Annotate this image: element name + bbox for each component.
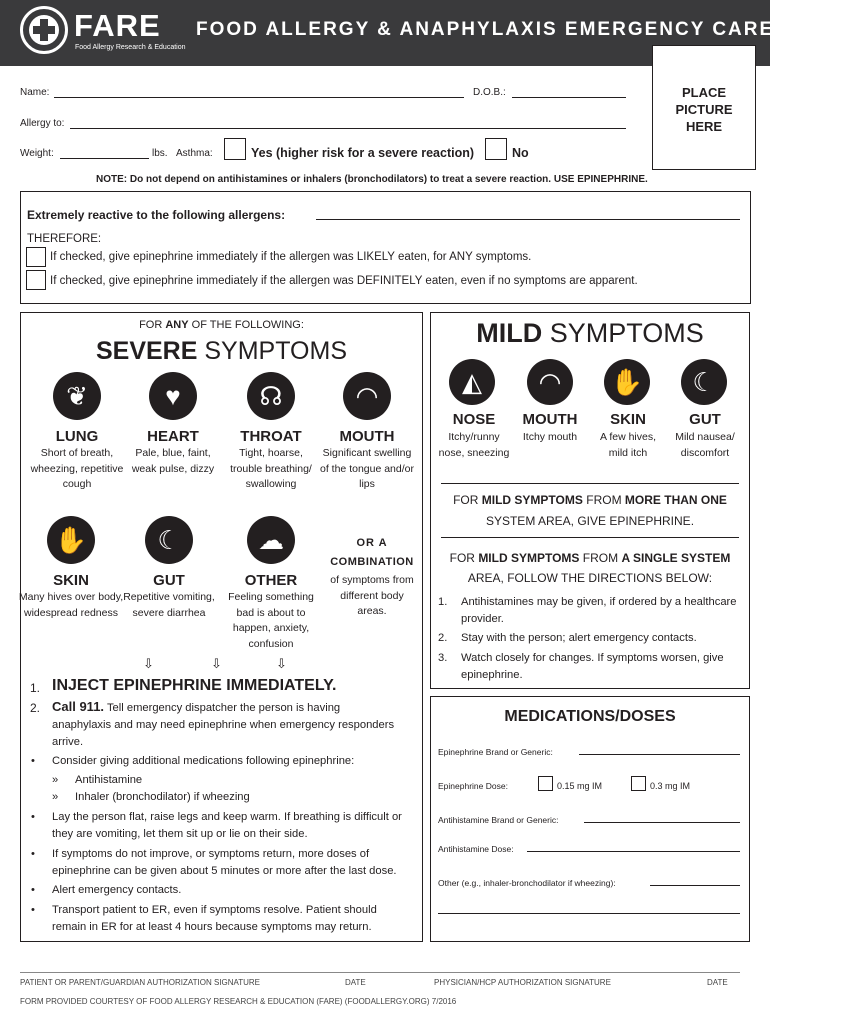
therefore-label: THEREFORE:: [27, 233, 102, 245]
throat-icon: ☊: [247, 372, 295, 420]
dir-1-number: 1.: [438, 596, 448, 608]
severe-skin-desc: Many hives over body, widespread redness: [18, 591, 124, 619]
patient-signature-label: PATIENT OR PARENT/GUARDIAN AUTHORIZATION SIGNATURE: [20, 978, 261, 987]
name-label: Name:: [20, 87, 50, 98]
name-field[interactable]: [54, 97, 464, 98]
severe-gut-name: GUT: [153, 572, 185, 589]
mouth-icon: ◠: [527, 359, 573, 405]
asthma-yes-label: Yes (higher risk for a severe reaction): [251, 146, 475, 160]
down-arrow-icon: ⇩: [276, 656, 287, 671]
nose-icon: ◭: [449, 359, 495, 405]
dose-03-checkbox[interactable]: [631, 776, 646, 791]
fare-logo-icon: [20, 6, 68, 54]
severe-other-desc: Feeling something bad is about to happen, anxiety, confusion: [228, 591, 314, 650]
other-field-line-2[interactable]: [438, 913, 740, 914]
picture-line-1: PLACE: [681, 85, 727, 100]
dob-label: D.O.B.:: [473, 87, 506, 98]
definitely-eaten-label: If checked, give epinephrine immediately if the allergen was DEFINITELY eaten, even if no symptoms are apparent.: [50, 275, 638, 287]
bullet-more-doses: If symptoms do not improve, or symptoms return, more doses of epinephrine can be given about 5 minutes or more after the last dose.: [52, 848, 397, 877]
mild-skin-name: SKIN: [610, 411, 646, 428]
mild-gut-desc: Mild nausea/ discomfort: [675, 431, 735, 459]
epi-brand-field[interactable]: [579, 754, 740, 755]
single-system-line-1: FOR MILD SYMPTOMS FROM A SINGLE SYSTEM: [449, 551, 731, 565]
dose-015-checkbox[interactable]: [538, 776, 553, 791]
logo-text: FARE: [74, 8, 161, 43]
severe-heart-desc: Pale, blue, faint, weak pulse, dizzy: [131, 447, 215, 475]
dose-015-label: 0.15 mg IM: [557, 781, 603, 791]
likely-eaten-checkbox[interactable]: [26, 247, 46, 267]
step-2-text: Call 911. Tell emergency dispatcher the person is having anaphylaxis and may need epinephrine when emergency responders arrive.: [52, 699, 395, 748]
mild-divider: [441, 537, 739, 538]
epi-dose-label: Epinephrine Dose:: [438, 781, 508, 791]
picture-placeholder[interactable]: [652, 45, 756, 170]
other-field[interactable]: [650, 885, 740, 886]
mild-divider: [441, 483, 739, 484]
dob-field[interactable]: [512, 97, 626, 98]
severe-mouth-name: MOUTH: [339, 428, 395, 445]
medications-title: MEDICATIONS/DOSES: [504, 708, 676, 725]
anti-dose-field[interactable]: [527, 851, 740, 852]
mild-nose-desc: Itchy/runny nose, sneezing: [438, 431, 510, 459]
lungs-icon: ❦: [53, 372, 101, 420]
sub-bullet-antihistamine: Antihistamine: [75, 774, 143, 786]
physician-date-label: DATE: [707, 978, 728, 987]
combination-desc: of symptoms from different body areas.: [330, 574, 414, 617]
heart-icon: ♥: [149, 372, 197, 420]
dose-03-label: 0.3 mg IM: [650, 781, 691, 791]
logo-subtitle: Food Allergy Research & Education: [75, 44, 186, 51]
allergen-field[interactable]: [316, 219, 740, 220]
courtesy-text: FORM PROVIDED COURTESY OF FOOD ALLERGY RESEARCH & EDUCATION (FARE) (FOODALLERGY.ORG) 7/2016: [20, 997, 457, 1006]
hand-icon: ✋: [47, 516, 95, 564]
anti-brand-field[interactable]: [584, 822, 740, 823]
weight-field[interactable]: [60, 158, 149, 159]
bullet-dot: •: [31, 848, 35, 860]
lbs-label: lbs.: [152, 148, 168, 159]
asthma-label: Asthma:: [176, 148, 213, 159]
likely-eaten-label: If checked, give epinephrine immediately if the allergen was LIKELY eaten, for ANY symptoms.: [50, 251, 532, 263]
severe-skin-name: SKIN: [53, 572, 89, 589]
down-arrow-icon: ⇩: [143, 656, 154, 671]
allergy-field[interactable]: [70, 128, 626, 129]
for-any-heading: FOR ANY OF THE FOLLOWING:: [139, 319, 304, 331]
sub-bullet-mark: »: [52, 791, 59, 803]
direction-3: Watch closely for changes. If symptoms worsen, give epinephrine.: [461, 652, 724, 681]
page-title: FOOD ALLERGY & ANAPHYLAXIS EMERGENCY CARE PLAN: [196, 19, 841, 40]
step-1-text: INJECT EPINEPHRINE IMMEDIATELY.: [52, 677, 337, 694]
bullet-alert-contacts: Alert emergency contacts.: [52, 884, 182, 896]
severe-lung-name: LUNG: [55, 428, 99, 445]
sub-bullet-mark: »: [52, 774, 59, 786]
picture-line-2: PICTURE: [675, 102, 733, 117]
anti-brand-label: Antihistamine Brand or Generic:: [438, 815, 559, 825]
severe-gut-desc: Repetitive vomiting, severe diarrhea: [123, 591, 215, 619]
mild-title: MILD SYMPTOMS: [476, 318, 704, 348]
definitely-eaten-checkbox[interactable]: [26, 270, 46, 290]
signature-line[interactable]: [20, 972, 740, 973]
bullet-dot: •: [31, 811, 35, 823]
bullet-additional-meds: Consider giving additional medications following epinephrine:: [52, 755, 355, 767]
bullet-dot: •: [31, 755, 35, 767]
asthma-no-checkbox[interactable]: [485, 138, 507, 160]
mild-mouth-desc: Itchy mouth: [522, 431, 578, 443]
allergy-label: Allergy to:: [20, 118, 65, 129]
mild-mouth-name: MOUTH: [522, 411, 578, 428]
bullet-dot: •: [31, 904, 35, 916]
step-1-number: 1.: [30, 681, 41, 695]
brain-icon: ☁: [247, 516, 295, 564]
allergen-heading: Extremely reactive to the following allergens:: [27, 208, 286, 222]
or-a-label: OR A: [356, 537, 388, 549]
more-than-one-line-1: FOR MILD SYMPTOMS FROM MORE THAN ONE: [453, 493, 727, 507]
patient-date-label: DATE: [345, 978, 366, 987]
severe-title: SEVERE SYMPTOMS: [95, 337, 347, 365]
bullet-lay-flat: Lay the person flat, raise legs and keep warm. If breathing is difficult or they are vomiting, let them sit up or lie on their side.: [52, 811, 402, 840]
severe-throat-desc: Tight, hoarse, trouble breathing/ swallowing: [230, 447, 312, 490]
hand-icon: ✋: [604, 359, 650, 405]
anti-dose-label: Antihistamine Dose:: [438, 844, 514, 854]
asthma-yes-checkbox[interactable]: [224, 138, 246, 160]
mouth-icon: ◠: [343, 372, 391, 420]
combination-label: COMBINATION: [330, 556, 414, 568]
severe-lung-desc: Short of breath, wheezing, repetitive cough: [30, 447, 124, 490]
sub-bullet-inhaler: Inhaler (bronchodilator) if wheezing: [75, 791, 250, 803]
epinephrine-note: NOTE: Do not depend on antihistamines or inhalers (bronchodilators) to treat a severe reaction. USE EPINEPHRINE.: [96, 174, 648, 185]
stomach-icon: ☾: [145, 516, 193, 564]
severe-other-name: OTHER: [244, 572, 298, 589]
mild-gut-name: GUT: [689, 411, 721, 428]
severe-mouth-desc: Significant swelling of the tongue and/or lips: [320, 447, 414, 490]
weight-label: Weight:: [20, 148, 54, 159]
mild-skin-desc: A few hives, mild itch: [599, 431, 657, 459]
stomach-icon: ☾: [681, 359, 727, 405]
mild-nose-name: NOSE: [452, 411, 496, 428]
dir-3-number: 3.: [438, 652, 448, 664]
single-system-line-2: AREA, FOLLOW THE DIRECTIONS BELOW:: [467, 571, 713, 585]
epi-brand-label: Epinephrine Brand or Generic:: [438, 747, 553, 757]
more-than-one-line-2: SYSTEM AREA, GIVE EPINEPHRINE.: [485, 514, 695, 528]
picture-line-3: HERE: [685, 119, 723, 134]
bullet-dot: •: [31, 884, 35, 896]
asthma-no-label: No: [512, 146, 529, 160]
physician-signature-label: PHYSICIAN/HCP AUTHORIZATION SIGNATURE: [434, 978, 611, 987]
dir-2-number: 2.: [438, 632, 448, 644]
severe-throat-name: THROAT: [240, 428, 302, 445]
step-2-number: 2.: [30, 701, 41, 715]
direction-2: Stay with the person; alert emergency contacts.: [461, 632, 697, 644]
direction-1: Antihistamines may be given, if ordered by a healthcare provider.: [461, 596, 737, 625]
down-arrow-icon: ⇩: [211, 656, 222, 671]
bullet-transport: Transport patient to ER, even if symptoms resolve. Patient should remain in ER for at least 4 hours because symptoms may return.: [52, 904, 377, 933]
severe-heart-name: HEART: [147, 428, 199, 445]
other-label: Other (e.g., inhaler-bronchodilator if wheezing):: [438, 878, 616, 888]
